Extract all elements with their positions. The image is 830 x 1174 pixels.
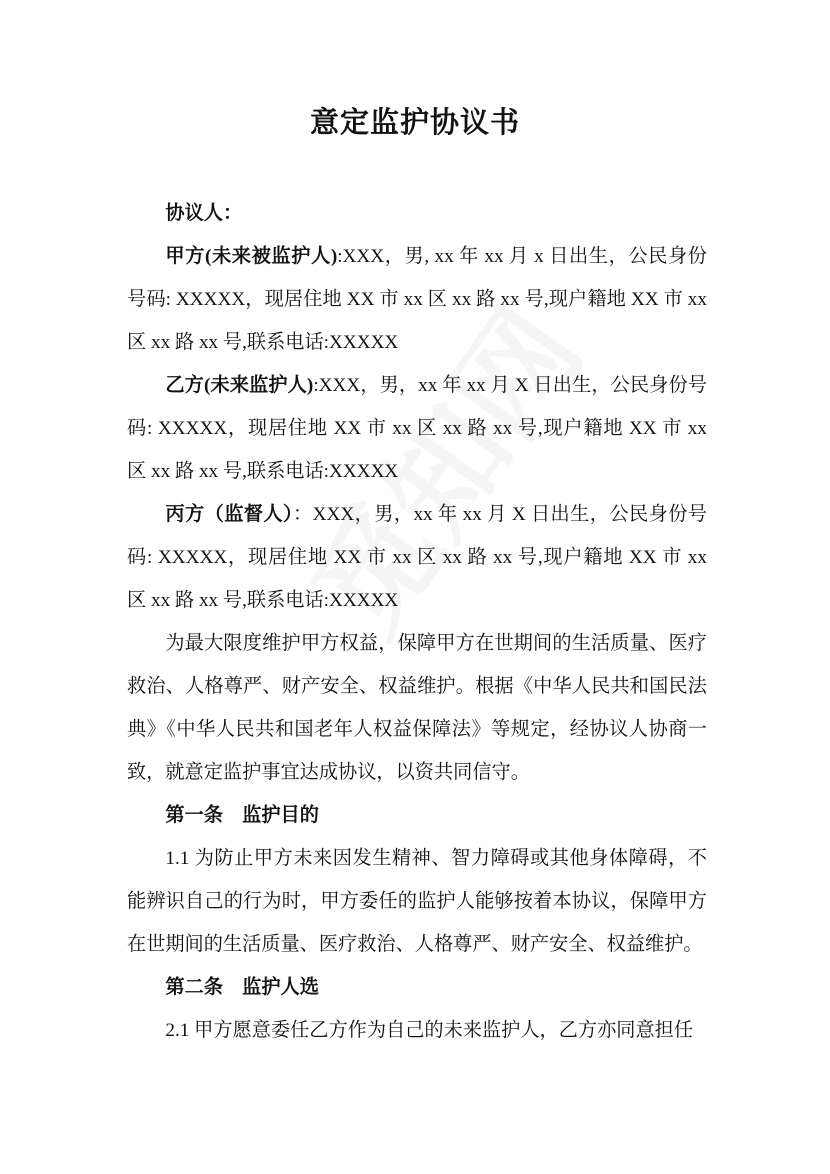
document-title: 意定监护协议书 [309,107,520,139]
party-a-text: :XXX，男, xx 年 xx 月 x 日出生，公民身份号码: XXXXX，现居住地 XX 市 xx 区 xx 路 xx 号,现户籍地 XX 市 xx 区 xx 路 xx 号,联系电话:XXXXX [127,246,707,353]
party-c-label: 丙方（监督人） [165,504,294,525]
article-2-clause: 2.1 甲方愿意委任乙方作为自己的未来监护人，乙方亦同意担任 [165,1020,694,1041]
party-a-label: 甲方(未来被监护人) [165,246,338,267]
parties-label: 协议人： [165,203,243,224]
article-1-heading: 第一条 监护目的 [165,805,319,826]
party-b [127,364,707,493]
party-b-label: 乙方(未来监护人) [165,375,314,396]
article-1-clause: 1.1 为防止甲方未来因发生精神、智力障碍或其他身体障碍，不能辨识自己的行为时，甲方委任的监护人能够按着本协议，保障甲方在世期间的生活质量、医疗救治、人格尊严、财产安全、权益维护。 [127,848,707,955]
party-c-text: ：XXX，男，xx 年 xx 月 X 日出生，公民身份号码: XXXXX，现居住地 XX 市 xx 区 xx 路 xx 号,现户籍地 XX 市 xx 区 xx 路 xx 号,联系电话:XXXXX [127,504,707,611]
article-2-heading: 第二条 监护人选 [165,977,319,998]
party-b-text: :XXX，男，xx 年 xx 月 X 日出生，公民身份号码: XXXXX，现居住地 XX 市 xx 区 xx 路 xx 号,现户籍地 XX 市 xx 区 xx 路 xx 号,联系电话:XXXXX [127,375,707,482]
party-a [127,235,707,364]
document-body [127,192,707,1052]
party-c [127,493,707,622]
preamble: 为最大限度维护甲方权益，保障甲方在世期间的生活质量、医疗救治、人格尊严、财产安全、权益维护。根据《中华人民共和国民法典》《中华人民共和国老年人权益保障法》等规定，经协议人协商一致，就意定监护事宜达成协议，以资共同信守。 [127,633,707,783]
